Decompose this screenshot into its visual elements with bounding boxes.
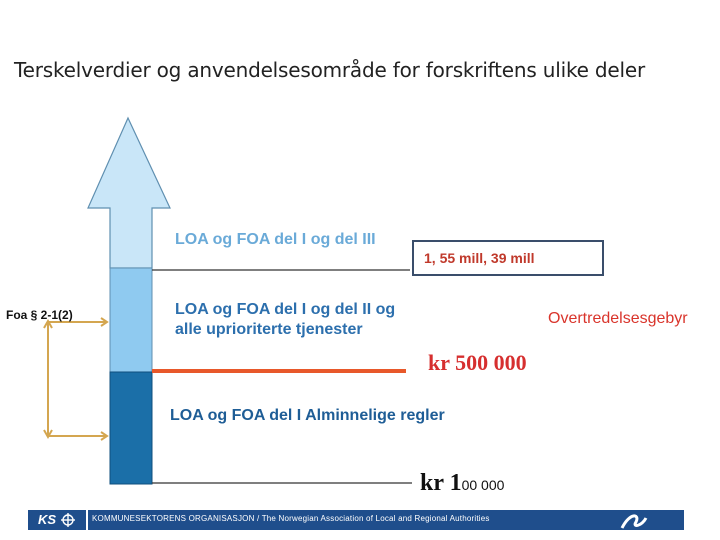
top-threshold-values: 1, 55 mill, 39 mill <box>412 240 604 276</box>
tier-upper-label: LOA og FOA del I og del III <box>175 231 376 248</box>
arrow-bottom-segment <box>110 372 152 484</box>
page-title: Terskelverdier og anvendelsesområde for forskriftens ulike deler <box>14 58 645 82</box>
footer-text: KOMMUNESEKTORENS ORGANISASJON / The Norwegian Association of Local and Regional Authorities <box>92 514 490 523</box>
arrow-middle-segment <box>110 268 152 372</box>
threshold-100-label <box>420 470 504 497</box>
tier-middle-line1: LOA og FOA del I og del II og <box>175 301 396 318</box>
threshold-500-label: kr 500 000 <box>428 350 527 375</box>
foa-connector <box>44 318 107 440</box>
threshold-100-suffix: 00 000 <box>461 477 505 493</box>
threshold-100-prefix: kr 1 <box>420 470 462 496</box>
tier-lower-label: LOA og FOA del I Alminnelige regler <box>170 407 445 424</box>
foa-reference: Foa § 2-1(2) <box>6 308 73 322</box>
tier-middle-label <box>175 300 395 340</box>
tier-middle-line2: alle uprioriterte tjenester <box>175 321 363 338</box>
arrow-head <box>88 118 170 268</box>
footer-logo: KS <box>38 512 57 527</box>
penalty-label: Overtredelsesgebyr <box>548 310 688 327</box>
